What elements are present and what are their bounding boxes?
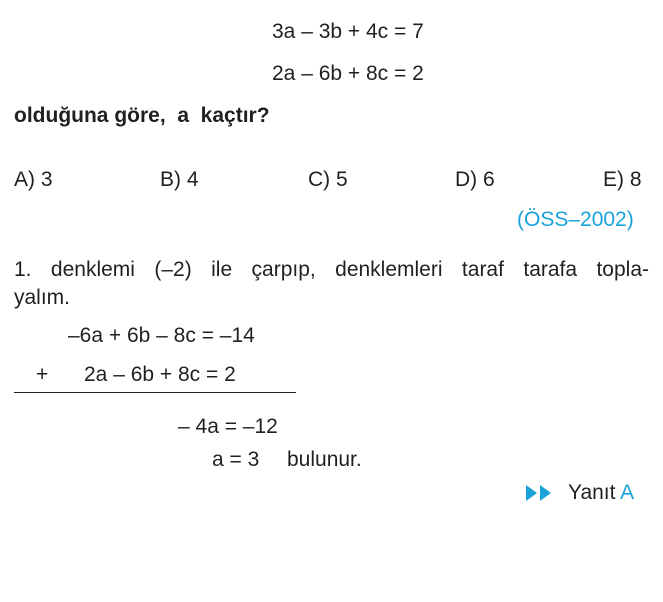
- option-c[interactable]: C) 5: [308, 168, 348, 191]
- equation-2: 2a – 6b + 8c = 2: [272, 62, 424, 85]
- solution-result-2: a = 3: [212, 448, 260, 471]
- solution-step-1: –6a + 6b – 8c = –14: [68, 324, 255, 347]
- double-arrow-icon: [526, 485, 551, 501]
- solution-intro-line-1: 1. denklemi (–2) ile çarpıp, denklemleri taraf tarafa topla-: [14, 258, 649, 281]
- solution-intro-line-2: yalım.: [14, 286, 71, 309]
- answer-prefix: Yanıt: [568, 481, 616, 504]
- option-b[interactable]: B) 4: [160, 168, 199, 191]
- option-a[interactable]: A) 3: [14, 168, 53, 191]
- solution-step-2: 2a – 6b + 8c = 2: [84, 363, 236, 386]
- solution-result-1: – 4a = –12: [178, 415, 278, 438]
- question-prompt: olduğuna göre, a kaçtır?: [14, 104, 270, 127]
- sum-divider: [14, 392, 296, 393]
- option-e[interactable]: E) 8: [603, 168, 642, 191]
- option-d[interactable]: D) 6: [455, 168, 495, 191]
- arrow-right-icon: [540, 485, 551, 501]
- plus-sign: +: [36, 363, 49, 386]
- answer-letter: A: [620, 481, 635, 504]
- equation-1: 3a – 3b + 4c = 7: [272, 20, 424, 43]
- source-label: (ÖSS–2002): [517, 208, 634, 231]
- solution-result-suffix: bulunur.: [287, 448, 362, 471]
- answer-label: [568, 481, 634, 505]
- arrow-right-icon: [526, 485, 537, 501]
